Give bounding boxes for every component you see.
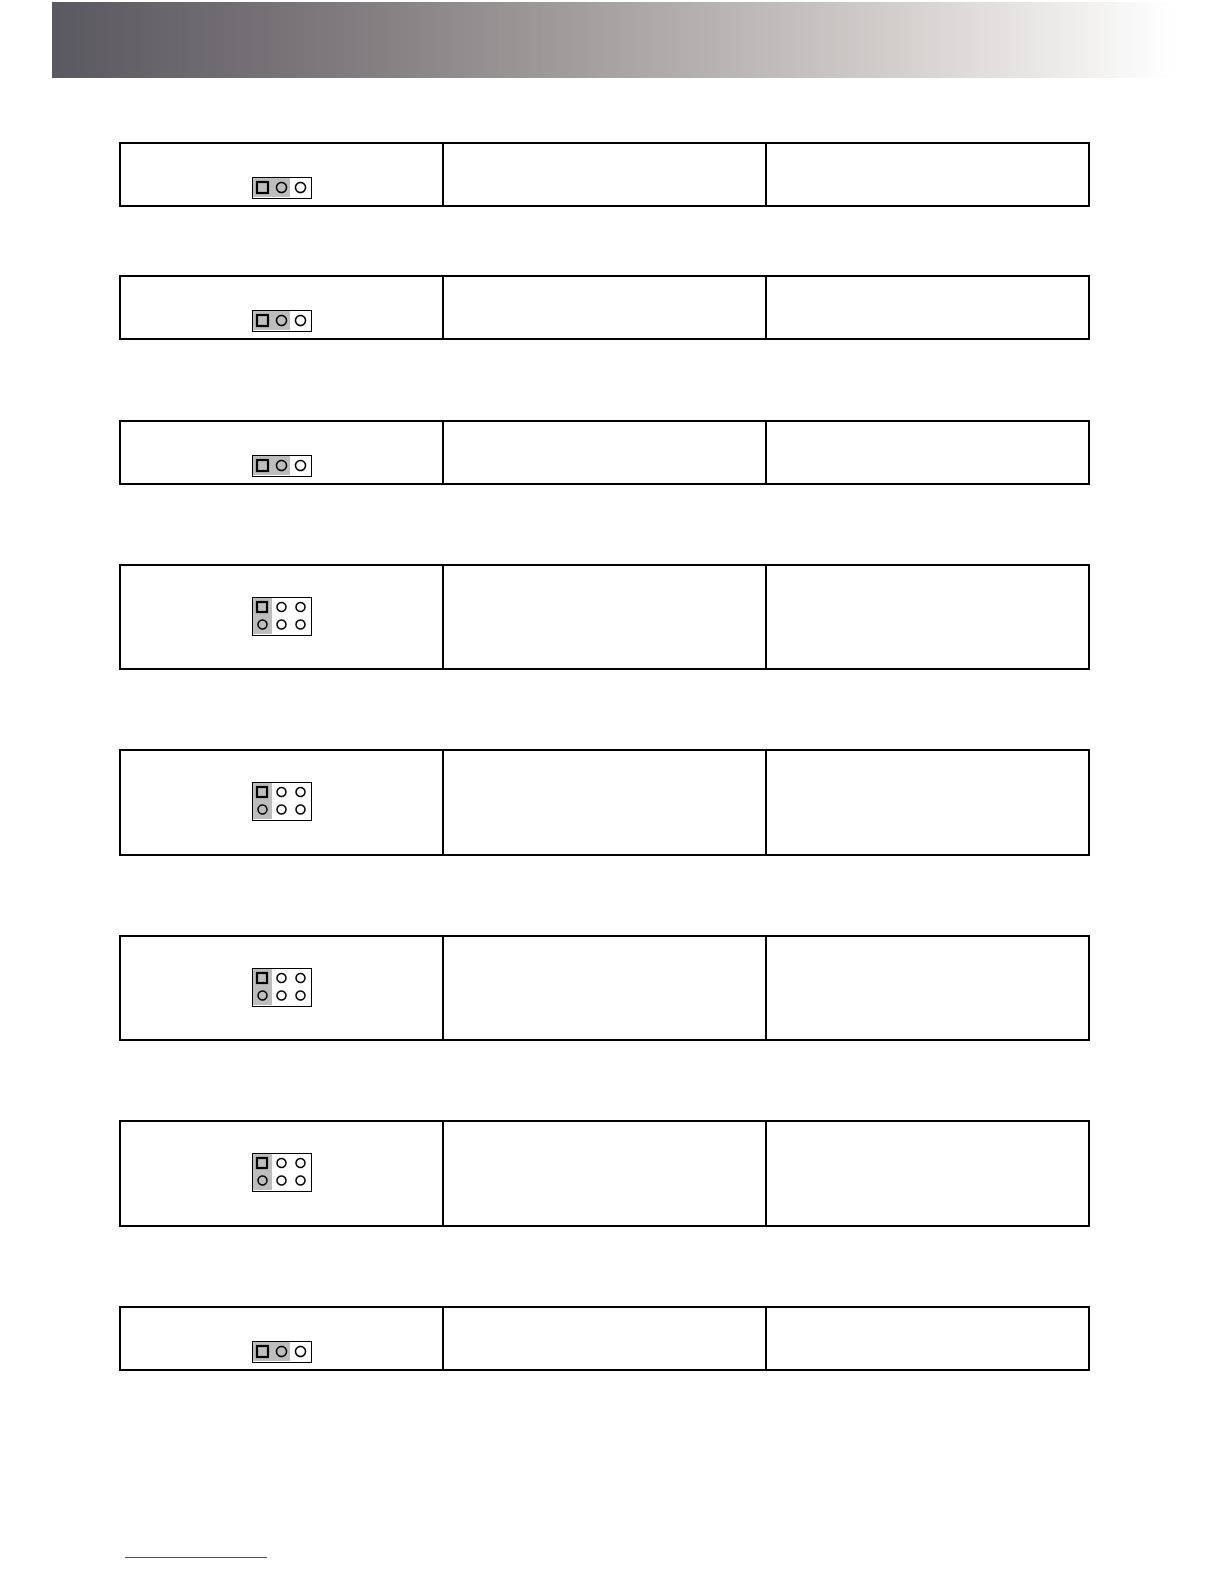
table-cell	[767, 566, 1088, 668]
table-cell	[444, 937, 767, 1039]
table-cell	[767, 937, 1088, 1039]
table-cell	[767, 277, 1088, 338]
jumper-6pin-icon	[252, 968, 312, 1007]
footer-link-underline[interactable]	[125, 1557, 267, 1558]
table-cell	[444, 1308, 767, 1369]
jumper-table-6	[119, 935, 1090, 1041]
jumper-6pin-icon	[252, 782, 312, 821]
table-cell	[444, 566, 767, 668]
jumper-table-5	[119, 749, 1090, 856]
table-cell	[444, 422, 767, 483]
jumper-6pin-icon	[252, 597, 312, 636]
jumper-table-7	[119, 1120, 1090, 1227]
jumper-table-4	[119, 564, 1090, 670]
jumper-table-3	[119, 420, 1090, 485]
jumper-table-2	[119, 275, 1090, 340]
jumper-3pin-icon	[252, 455, 312, 477]
table-cell	[767, 751, 1088, 854]
jumper-cell	[121, 277, 444, 338]
jumper-table-8	[119, 1306, 1090, 1371]
jumper-3pin-icon	[252, 177, 312, 199]
table-cell	[444, 1122, 767, 1225]
jumper-3pin-icon	[252, 310, 312, 332]
jumper-table-1	[119, 142, 1090, 207]
jumper-cell	[121, 1308, 444, 1369]
jumper-cell	[121, 937, 444, 1039]
table-cell	[767, 422, 1088, 483]
table-cell	[444, 751, 767, 854]
table-cell	[767, 144, 1088, 205]
jumper-cell	[121, 566, 444, 668]
table-cell	[767, 1122, 1088, 1225]
jumper-cell	[121, 144, 444, 205]
header-gradient-bar	[52, 2, 1172, 78]
table-cell	[444, 277, 767, 338]
jumper-3pin-icon	[252, 1341, 312, 1363]
jumper-6pin-icon	[252, 1153, 312, 1192]
table-cell	[444, 144, 767, 205]
table-cell	[767, 1308, 1088, 1369]
jumper-cell	[121, 422, 444, 483]
jumper-cell	[121, 1122, 444, 1225]
jumper-cell	[121, 751, 444, 854]
